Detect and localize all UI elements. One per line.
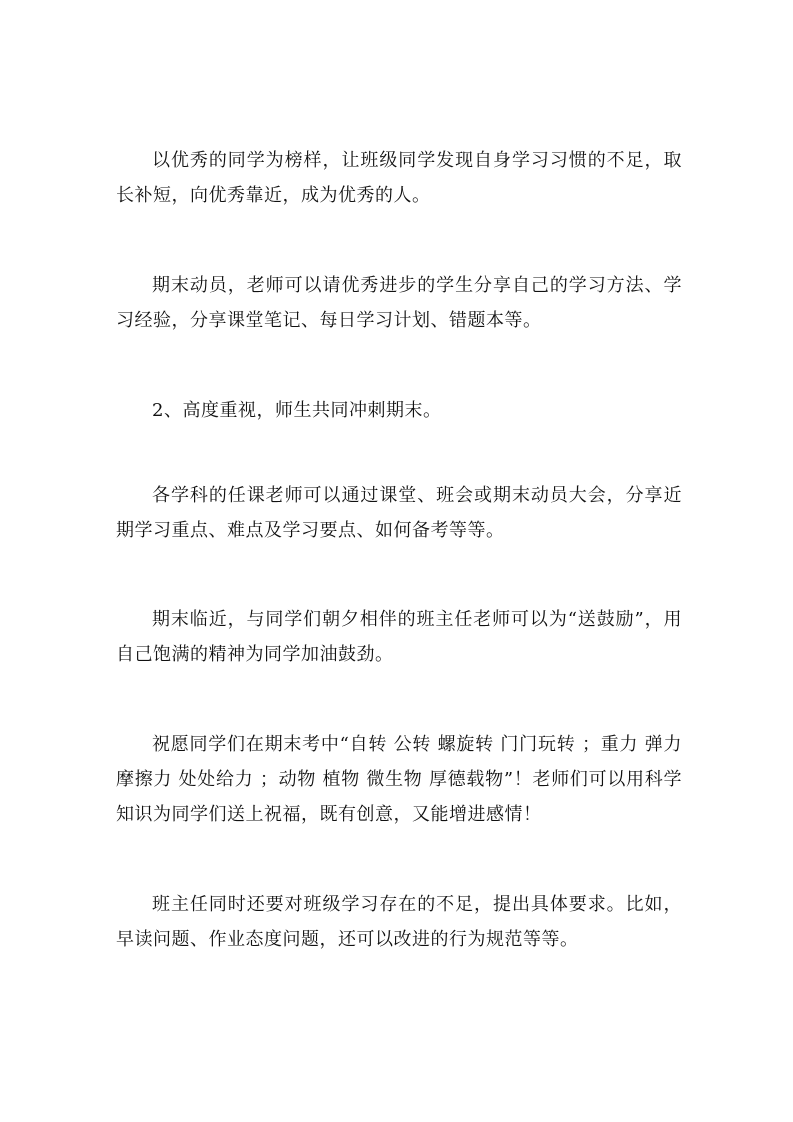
- section-heading-2: 2、高度重视，师生共同冲刺期末。: [152, 400, 442, 421]
- paragraph-requirements: 班主任同时还要对班级学习存在的不足，提出具体要求。比如，早读问题、作业态度问题，还可以改进的行为规范等等。: [116, 894, 682, 950]
- paragraph-role-models: 以优秀的同学为榜样，让班级同学发现自身学习习惯的不足，取长补短，向优秀靠近，成为优秀的人。: [116, 150, 682, 206]
- paragraph-subject-teachers: 各学科的任课老师可以通过课堂、班会或期末动员大会，分享近期学习重点、难点及学习要点、如何备考等等。: [116, 485, 682, 541]
- paragraph-blessing: 祝愿同学们在期末考中“自转 公转 螺旋转 门门玩转 ；重力 弹力 摩擦力 处处给力 ；动物 植物 微生物 厚德载物”！老师们可以用科学知识为同学们送上祝福，既有创意，又能增进感情！: [116, 734, 682, 825]
- paragraph-final-mobilization: 期末动员，老师可以请优秀进步的学生分享自己的学习方法、学习经验，分享课堂笔记、每日学习计划、错题本等。: [116, 275, 682, 331]
- paragraph-head-teacher-encouragement: 期末临近，与同学们朝夕相伴的班主任老师可以为“送鼓励”，用自己饱满的精神为同学加油鼓劲。: [116, 609, 682, 665]
